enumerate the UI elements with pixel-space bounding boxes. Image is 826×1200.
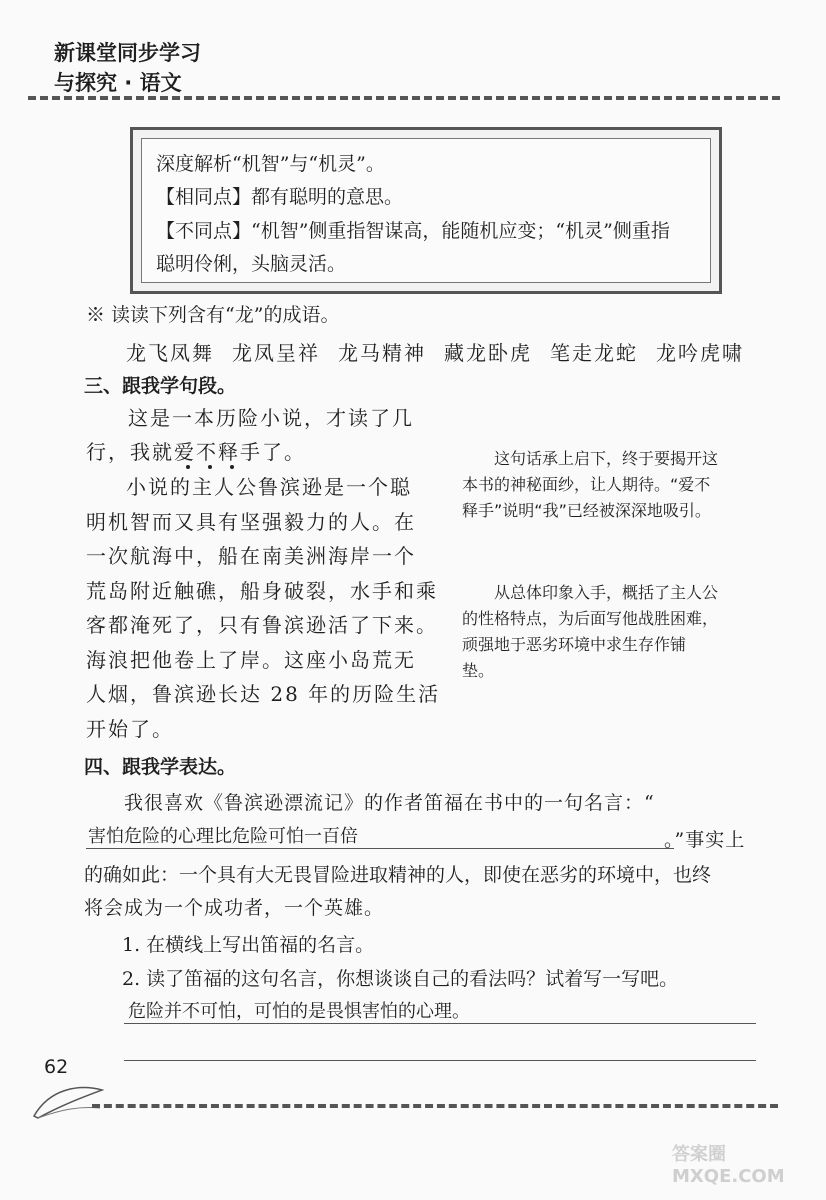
idioms-prompt: ※ 读读下列含有“龙”的成语。 xyxy=(86,304,340,326)
answer-line xyxy=(86,848,674,849)
quote-answer: 害怕危险的心理比危险可怕一百倍 xyxy=(88,826,358,847)
definition-line-1: 深度解析“机智”与“机灵”。 xyxy=(156,153,385,175)
title-line-1: 新课堂同步学习 xyxy=(54,41,201,65)
definition-line-4: 聪明伶俐，头脑灵活。 xyxy=(156,253,347,275)
definition-box xyxy=(130,127,722,294)
expression-line-4: 将会成为一个成功者，一个英雄。 xyxy=(84,897,385,919)
answer-line xyxy=(124,1060,756,1061)
page-number: 62 xyxy=(44,1056,69,1078)
passage-para-2-line: 人烟，鲁滨逊长达 28 年的历险生活 xyxy=(86,682,441,706)
idiom-item: 龙马精神 xyxy=(338,341,426,365)
side-note-2-line: 垫。 xyxy=(462,661,495,680)
idiom-item: 藏龙卧虎 xyxy=(444,341,532,365)
question-1: 1. 在横线上写出笛福的名言。 xyxy=(122,934,375,956)
definition-line-3: 【不同点】“机智”侧重指智谋高，能随机应变；“机灵”侧重指 xyxy=(156,220,670,242)
side-note-2-line: 顽强地于恶劣环境中求生存作铺 xyxy=(462,635,687,654)
section-4-heading: 四、跟我学表达。 xyxy=(84,756,237,778)
answer-line xyxy=(124,1023,756,1024)
passage-para-2-line: 小说的主人公鲁滨逊是一个聪 xyxy=(126,475,412,499)
definition-line-2: 【相同点】都有聪明的意思。 xyxy=(156,186,404,208)
passage-para-2-line: 海浪把他卷上了岸。这座小岛荒无 xyxy=(86,648,416,672)
passage-para-2-line: 一次航海中，船在南美洲海岸一个 xyxy=(86,544,416,568)
passage-para-1-line: 这是一本历险小说，才读了几 xyxy=(128,406,414,430)
side-note-2-line: 从总体印象入手，概括了主人公 xyxy=(494,583,719,602)
side-note-1-line: 释手”说明“我”已经被深深地吸引。 xyxy=(462,501,711,520)
passage-para-1-line: 行，我就爱不释手了。 xyxy=(86,440,306,464)
idiom-item: 龙凤呈祥 xyxy=(232,341,320,365)
idiom-item: 龙吟虎啸 xyxy=(656,341,744,365)
expression-line-3: 的确如此：一个具有大无畏冒险进取精神的人，即使在恶劣的环境中，也终 xyxy=(84,864,712,886)
idiom-item: 笔走龙蛇 xyxy=(550,341,638,365)
side-note-2-line: 的性格特点，为后面写他战胜困难， xyxy=(462,609,719,628)
passage-para-2-line: 明机智而又具有坚强毅力的人。在 xyxy=(86,510,416,534)
side-note-1-line: 本书的神秘面纱，让人期待。“爱不 xyxy=(462,475,711,494)
passage-para-2-line: 荒岛附近触礁，船身破裂，水手和乘 xyxy=(86,579,438,603)
watermark: 答案圈 MXQE.COM xyxy=(672,1144,785,1187)
book-series-title xyxy=(54,38,201,98)
idiom-item: 龙飞凤舞 xyxy=(126,341,214,365)
leaf-ornament-icon xyxy=(30,1078,110,1124)
section-3-heading: 三、跟我学句段。 xyxy=(84,375,237,397)
quote-close: 。”事实上 xyxy=(664,829,746,851)
passage-para-2-line: 客都淹死了，只有鲁滨逊活了下来。 xyxy=(86,613,438,637)
passage-para-2-line: 开始了。 xyxy=(86,717,174,741)
question-2: 2. 读了笛福的这句名言，你想谈谈自己的看法吗？试着写一写吧。 xyxy=(122,968,679,990)
side-note-1-line: 这句话承上启下，终于要揭开这 xyxy=(494,449,719,468)
title-line-2: 与探究 · 语文 xyxy=(54,71,182,95)
footer-divider xyxy=(92,1104,778,1108)
header-divider xyxy=(28,96,780,100)
written-answer: 危险并不可怕，可怕的是畏惧害怕的心理。 xyxy=(128,1001,470,1022)
expression-intro: 我很喜欢《鲁滨逊漂流记》的作者笛福在书中的一句名言：“ xyxy=(124,792,655,814)
